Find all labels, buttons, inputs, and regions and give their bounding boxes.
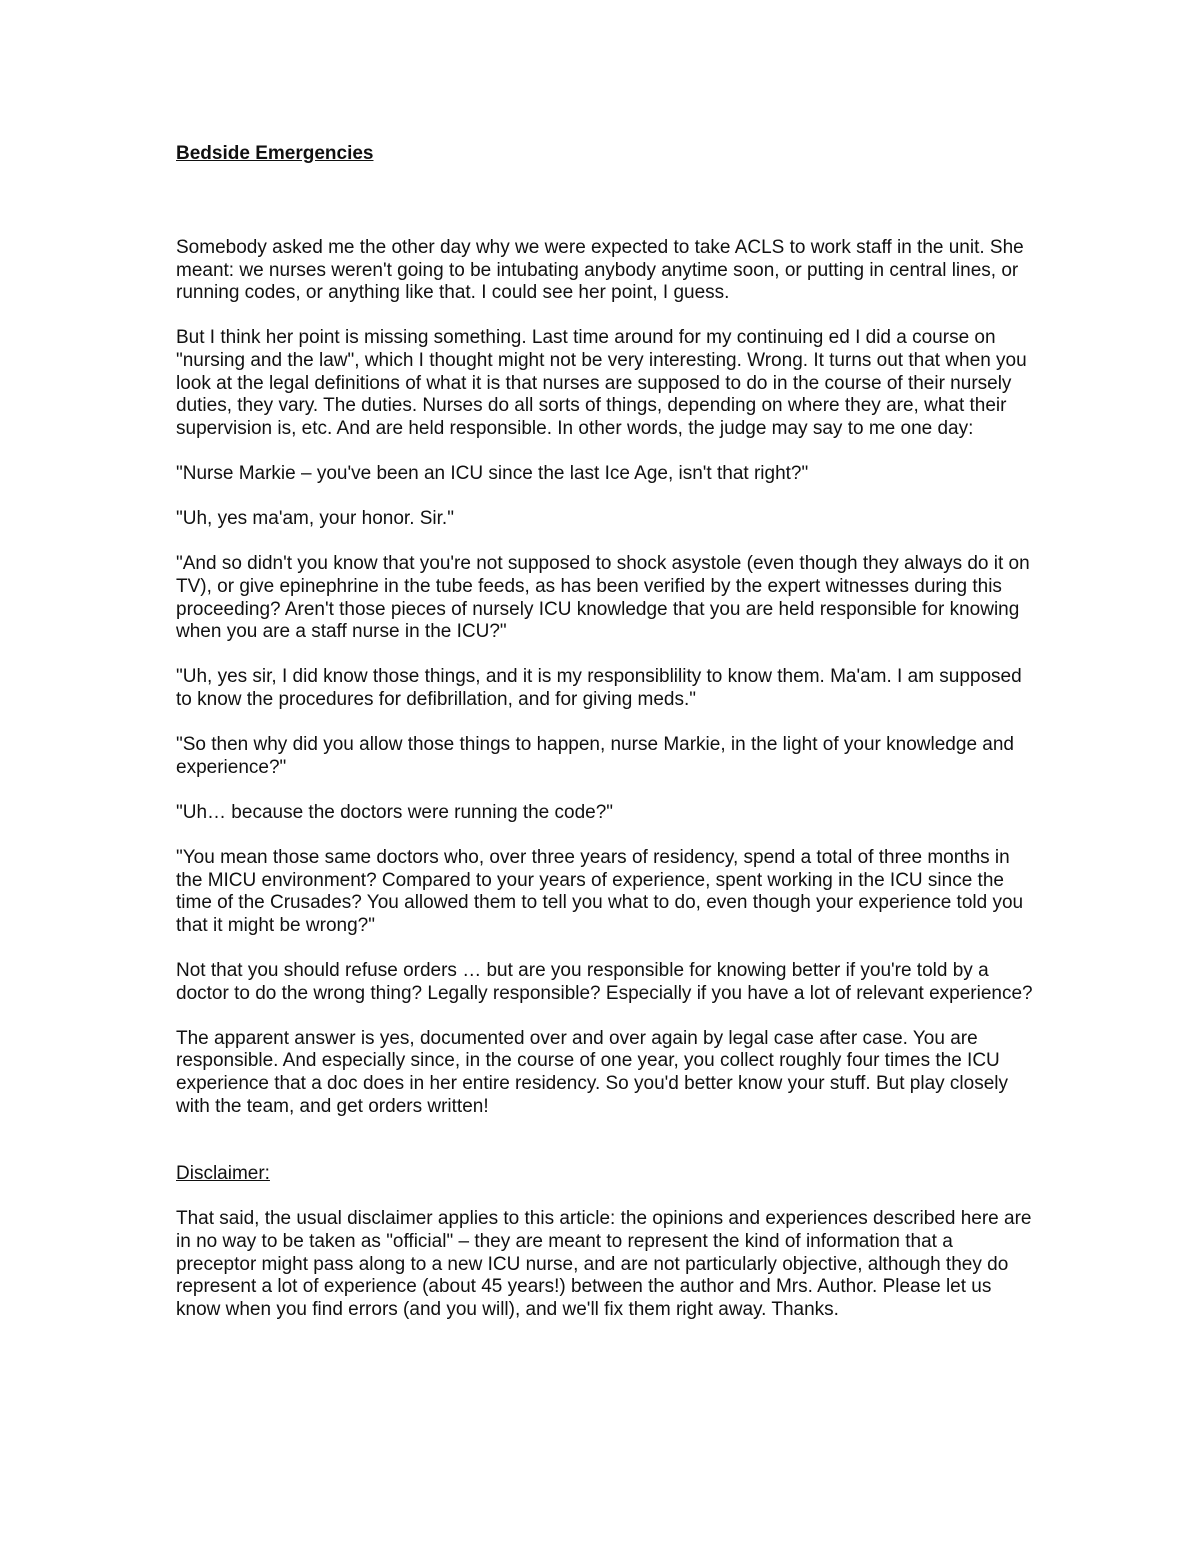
disclaimer-text: That said, the usual disclaimer applies to this article: the opinions and experiences described here are in no way to be taken as "official" – they are meant to represent the kind of information that a preceptor might pass along to a new ICU nurse, and are not particularly objective, although they do represent a lot of experience (about 45 years!) between the author and Mrs. Author. Please let us know when you find errors (and you will), and we'll fix them right away. Thanks. — [176, 1208, 1032, 1320]
paragraph-nurse-answer: "Uh, yes ma'am, your honor. Sir." — [176, 508, 454, 530]
paragraph-judge-asystole: "And so didn't you know that you're not supposed to shock asystole (even though they always do it on TV), or give epinephrine in the tube feeds, as has been verified by the expert witnesses during this proceeding? Aren't those pieces of nursely ICU knowledge that you are held responsible for knowing when you are a staff nurse in the ICU?" — [176, 553, 1030, 643]
paragraph-judge-question: "Nurse Markie – you've been an ICU since the last Ice Age, isn't that right?" — [176, 462, 809, 484]
title-spacer — [176, 169, 1036, 237]
disclaimer-heading: Disclaimer: — [176, 1163, 270, 1185]
paragraph-apparent-answer: The apparent answer is yes, documented over and over again by legal case after case. You are responsible. And especially since, in the course of one year, you collect roughly four times the ICU experience that a doc does in her entire residency. So you'd better know your stuff. But play closely with the team, and get orders written! — [176, 1027, 1009, 1117]
paragraph-nurse-doctors: "Uh… because the doctors were running the code?" — [176, 801, 614, 823]
paragraph-judge-why: "So then why did you allow those things to happen, nurse Markie, in the light of your knowledge and experience?" — [176, 734, 1014, 778]
document-title: Bedside Emergencies — [176, 143, 374, 164]
paragraph-nurse-responsibility: "Uh, yes sir, I did know those things, and it is my responsiblility to know them. Ma'am. I am supposed to know the procedures for defibrillation, and for giving meds." — [176, 666, 1022, 710]
document-page — [176, 138, 1036, 1321]
paragraph-refuse-orders: Not that you should refuse orders … but are you responsible for knowing better if you're told by a doctor to do the wrong thing? Legally responsible? Especially if you have a lot of relevant experience? — [176, 960, 1033, 1004]
paragraph-judge-residency: "You mean those same doctors who, over three years of residency, spend a total of three months in the MICU environment? Compared to your years of experience, spent working in the ICU since the time of the Crusades? You allowed them to tell you what to do, even though your experience told you that it might be wrong?" — [176, 847, 1024, 936]
paragraph-law-course: But I think her point is missing something. Last time around for my continuing ed I did a course on "nursing and the law", which I thought might not be very interesting. Wrong. It turns out that when you look at the legal definitions of what it is that nurses are supposed to do in the course of their nursely duties, they vary. The duties. Nurses do all sorts of things, depending on where they are, what their supervision is, etc. And are held responsible. In other words, the judge may say to me one day: — [176, 327, 1027, 439]
paragraph-intro: Somebody asked me the other day why we were expected to take ACLS to work staff in the unit. She meant: we nurses weren't going to be intubating anybody anytime soon, or putting in central lines, or running codes, or anything like that. I could see her point, I guess. — [176, 237, 1024, 304]
